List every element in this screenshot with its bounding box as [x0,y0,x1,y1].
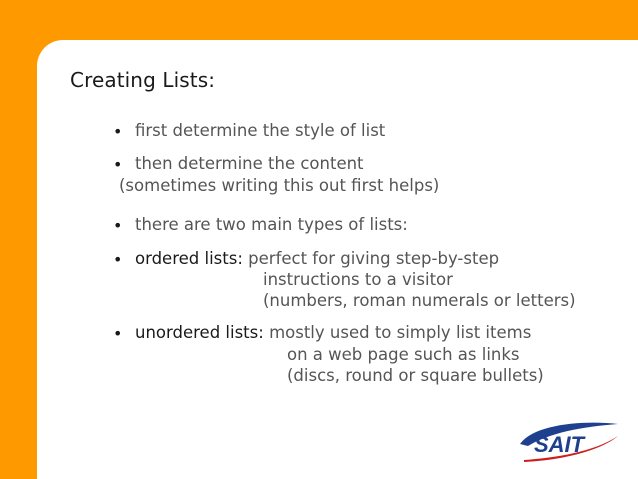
list-item-ordered [135,249,499,268]
list-item-continuation: (discs, round or square bullets) [287,366,544,385]
unordered-lists-term: unordered lists: [135,323,264,342]
list-item-text: there are two main types of lists: [135,215,408,234]
bullet: • [113,216,123,235]
sait-logo-icon [514,416,624,466]
list-item-unordered [135,323,531,342]
list-item-text: first determine the style of list [135,121,386,140]
list-item-continuation: on a web page such as links [287,345,520,364]
bullet: • [113,122,123,141]
svg-text:SAIT: SAIT [534,432,585,457]
slide-title: Creating Lists: [70,68,216,92]
list-item-continuation: (numbers, roman numerals or letters) [263,291,576,310]
bullet: • [113,324,123,343]
bullet: • [113,250,123,269]
list-item-text: mostly used to simply list items [269,323,532,342]
bullet: • [113,155,123,174]
list-item-continuation: (sometimes writing this out first helps) [119,176,440,195]
list-item-text: perfect for giving step-by-step [248,249,500,268]
list-item-continuation: instructions to a visitor [263,270,453,289]
ordered-lists-term: ordered lists: [135,249,243,268]
list-item-text: then determine the content [135,154,364,173]
